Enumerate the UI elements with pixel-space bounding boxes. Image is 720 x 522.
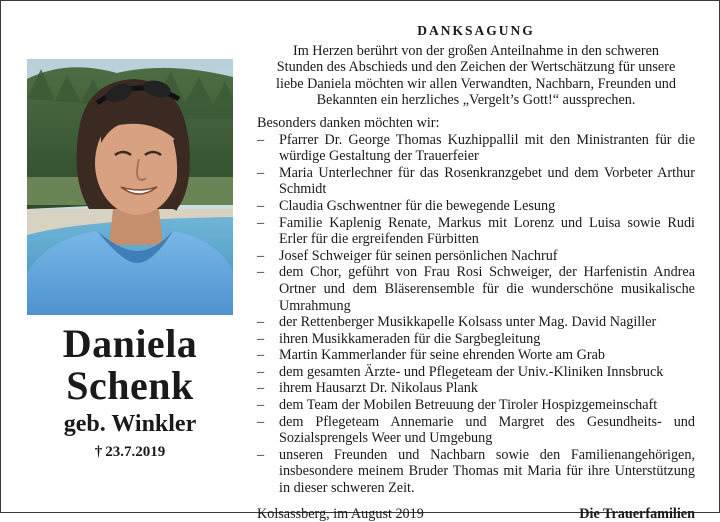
list-item: – dem Chor, geführt von Frau Rosi Schweiger, der Harfenistin Andrea Ortner und dem Bläserensemble für die wunderschöne musikalische Umrahmung xyxy=(257,264,695,314)
signoff: Die Trauerfamilien xyxy=(579,505,695,522)
list-item: – dem Pflegeteam Annemarie und Margret des Gesundheits- und Sozialsprengels Weer und Umgebung xyxy=(257,414,695,447)
place-date: Kolsassberg, im August 2019 xyxy=(257,505,424,522)
list-item: – Josef Schweiger für seinen persönlichen Nachruf xyxy=(257,248,695,265)
surname: Schenk xyxy=(66,363,194,408)
portrait-photo xyxy=(27,59,233,315)
thanks-text-column xyxy=(257,23,695,522)
list-item: – Pfarrer Dr. George Thomas Kuzhippallil mit den Ministranten für die würdige Gestaltung der Trauerfeier xyxy=(257,132,695,165)
list-item: – Maria Unterlechner für das Rosenkranzgebet und dem Vorbeter Arthur Schmidt xyxy=(257,165,695,198)
thanks-lead: Besonders danken möchten wir: xyxy=(257,114,440,131)
list-item: – ihrem Hausarzt Dr. Nikolaus Plank xyxy=(257,380,695,397)
deceased-name-block xyxy=(27,323,233,463)
list-item: – dem gesamten Ärzte- und Pflegeteam der Univ.-Kliniken Innsbruck xyxy=(257,364,695,381)
intro-line: Stunden des Abschieds und den Zeichen der Wertschätzung für unsere xyxy=(276,59,676,76)
list-item: – dem Team der Mobilen Betreuung der Tiroler Hospizgemeinschaft xyxy=(257,397,695,414)
portrait-image xyxy=(27,59,233,315)
first-name: Daniela xyxy=(62,321,198,366)
intro-paragraph xyxy=(257,43,695,109)
list-item: – der Rettenberger Musikkapelle Kolsass unter Mag. David Nagiller xyxy=(257,314,695,331)
list-item: – Martin Kammerlander für seine ehrenden Worte am Grab xyxy=(257,347,695,364)
list-item: – ihren Musikkameraden für die Sargbegleitung xyxy=(257,331,695,348)
birth-name: geb. Winkler xyxy=(63,411,197,437)
list-item: – Familie Kaplenig Renate, Markus mit Lorenz und Luisa sowie Rudi Erler für die ergreifenden Fürbitten xyxy=(257,215,695,248)
list-item: – unseren Freunden und Nachbarn sowie den Familienangehörigen, insbesondere meinem Bruder Thomas mit Maria für ihre Unterstützung in dieser schweren Zeit. xyxy=(257,447,695,497)
notice-footer xyxy=(257,506,695,522)
intro-line: liebe Daniela möchten wir allen Verwandten, Nachbarn, Freunden und xyxy=(276,75,676,92)
list-item: – Claudia Gschwentner für die bewegende Lesung xyxy=(257,198,695,215)
intro-line: Bekannten ein herzliches „Vergelt’s Gott!“ aussprechen. xyxy=(316,92,636,109)
death-date-line xyxy=(27,441,233,463)
death-date: 23.7.2019 xyxy=(105,444,166,460)
notice-heading: DANKSAGUNG xyxy=(417,23,535,38)
intro-line: Im Herzen berührt von der großen Anteilnahme in den schweren xyxy=(293,42,659,59)
cross-icon: † xyxy=(94,444,103,460)
thanks-list xyxy=(257,132,695,497)
